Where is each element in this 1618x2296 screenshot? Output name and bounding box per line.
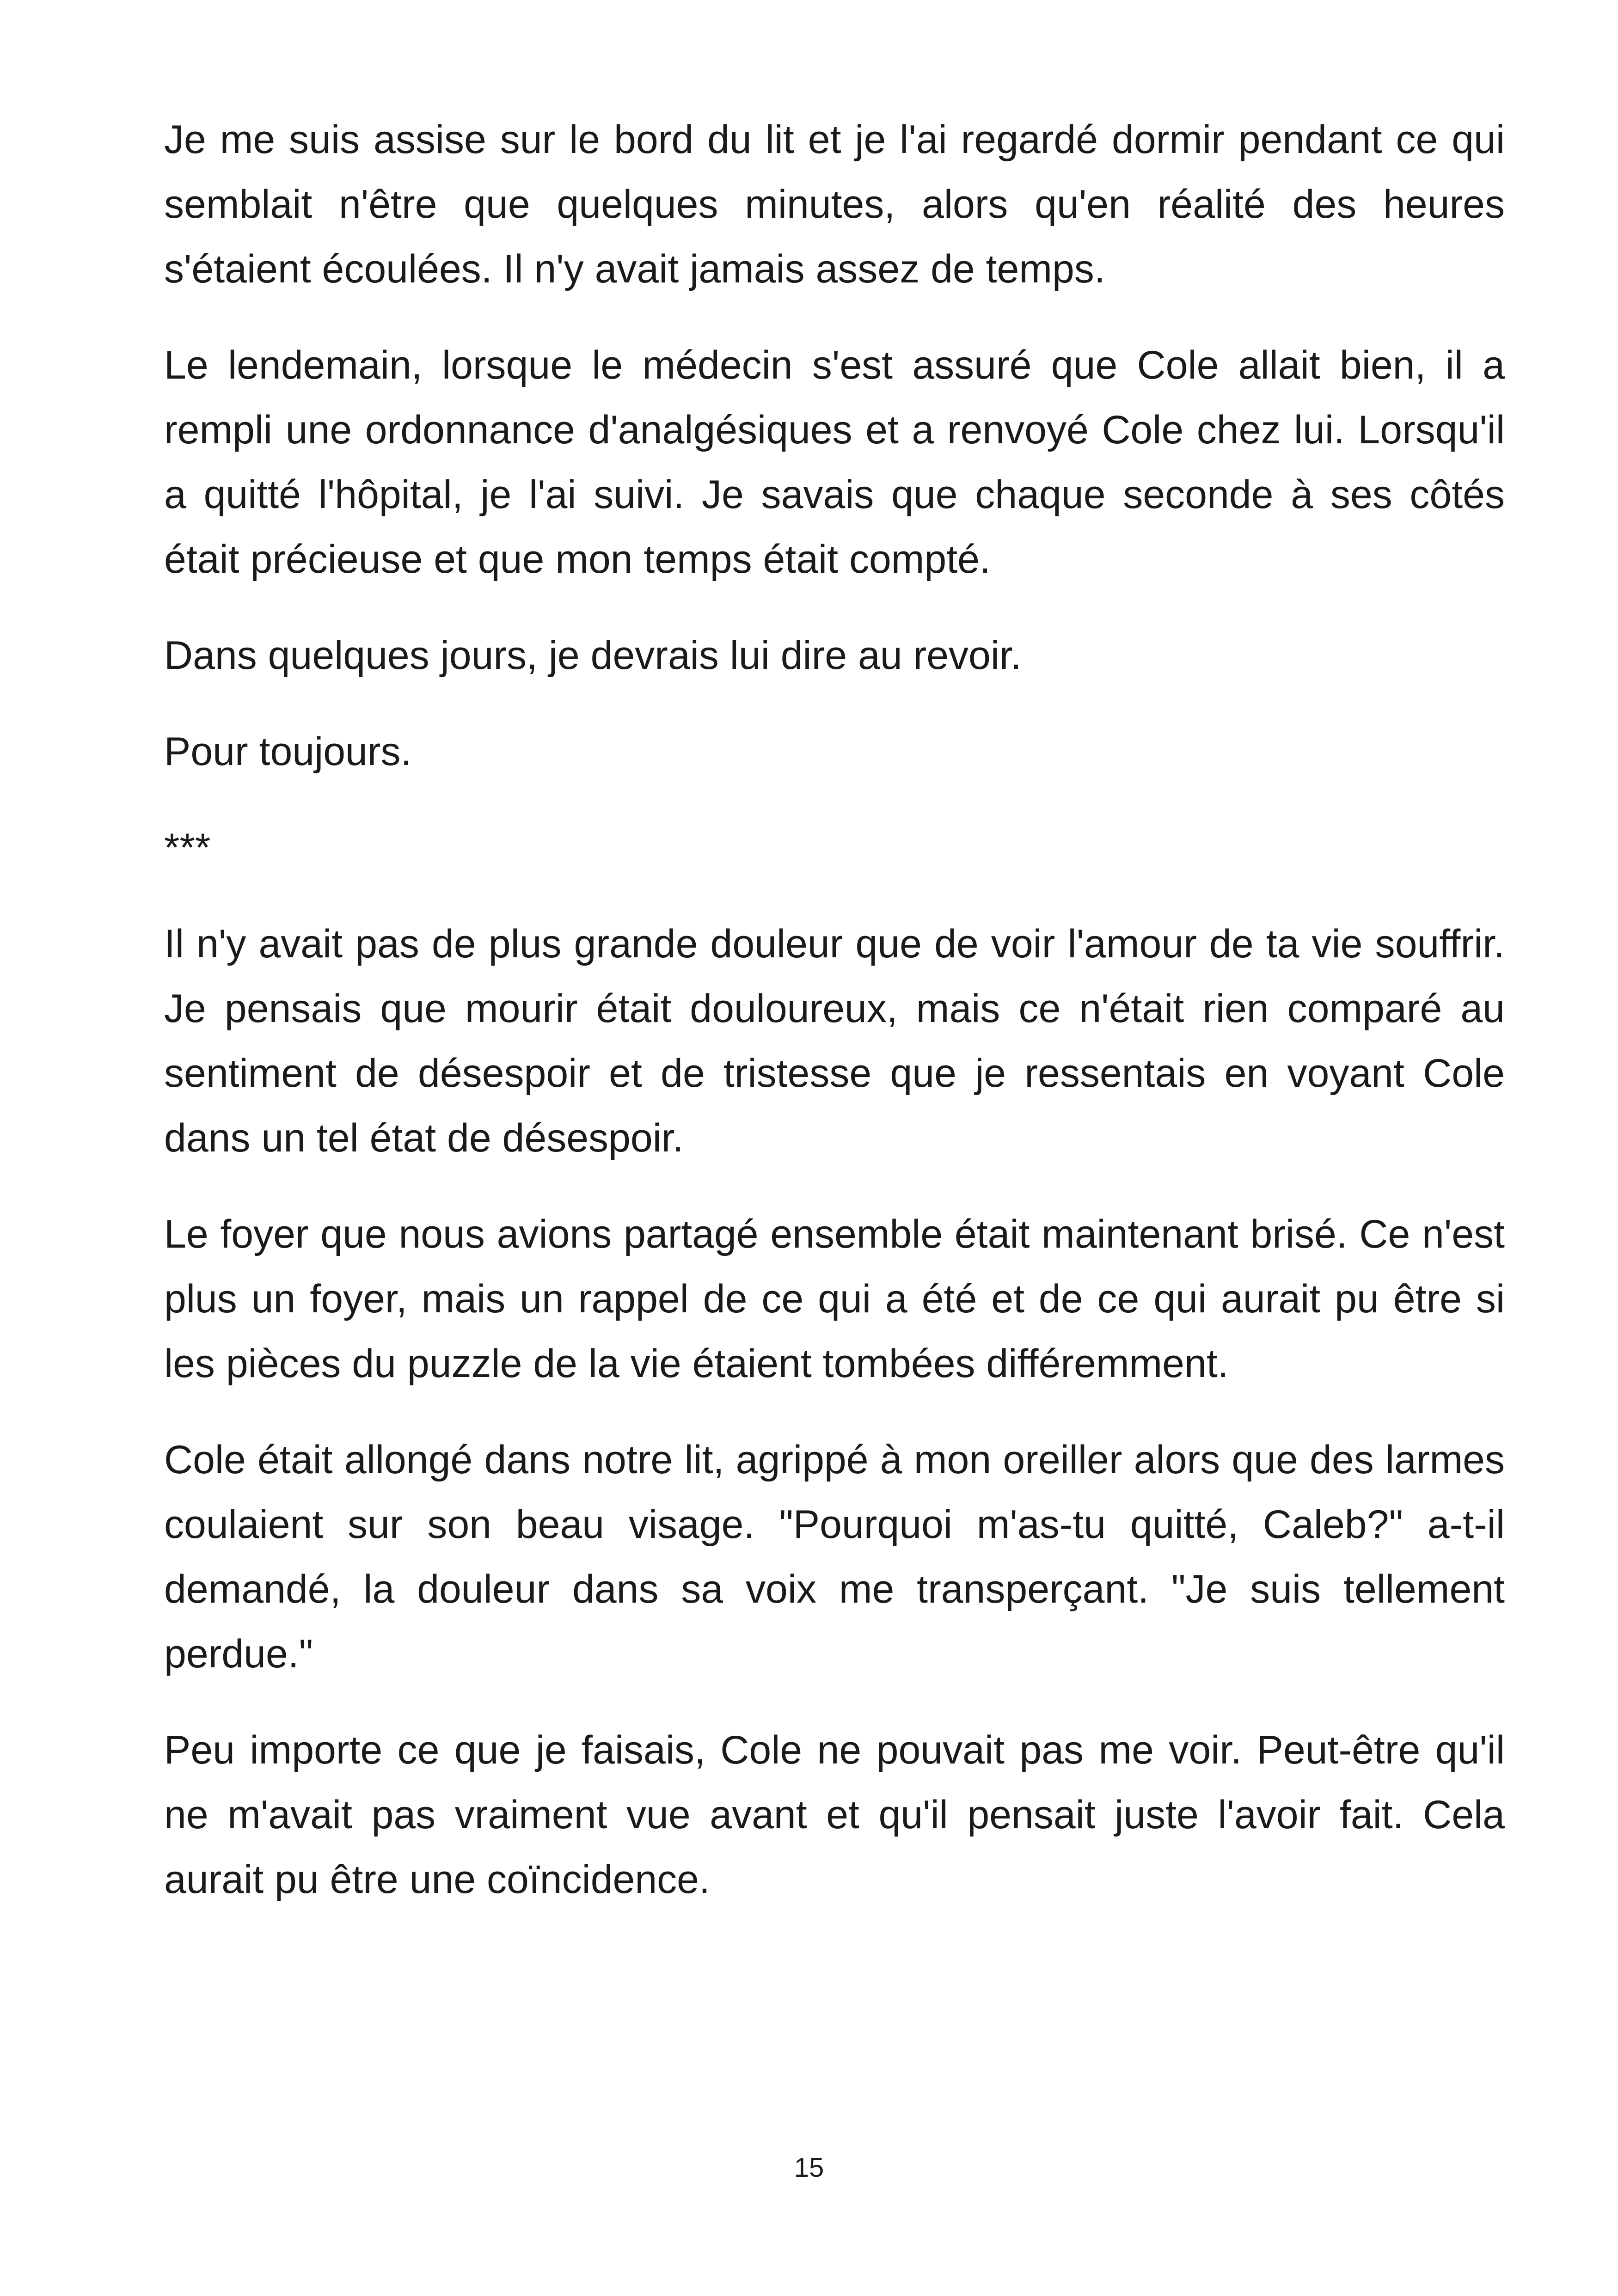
paragraph: Cole était allongé dans notre lit, agrippé à mon oreiller alors que des larmes coulaient sur son beau visage. "Pourquoi m'as-tu quitté, Caleb?" a-t-il demandé, la douleur dans sa voix me transperçant. "Je suis tellement perdue.": [164, 1438, 1505, 1676]
body-text: [164, 107, 1505, 1943]
paragraph: Le foyer que nous avions partagé ensemble était maintenant brisé. Ce n'est plus un foyer, mais un rappel de ce qui a été et de ce qui aurait pu être si les pièces du puzzle de la vie étaient tombées différemment.: [164, 1212, 1505, 1386]
page-number: 15: [794, 2153, 824, 2183]
section-break: ***: [164, 826, 211, 870]
paragraph: Il n'y avait pas de plus grande douleur que de voir l'amour de ta vie souffrir. Je pensais que mourir était douloureux, mais ce n'était rien comparé au sentiment de désespoir et de tristesse que je ressentais en voyant Cole dans un tel état de désespoir.: [164, 922, 1505, 1160]
paragraph: Peu importe ce que je faisais, Cole ne pouvait pas me voir. Peut-être qu'il ne m'avait pas vraiment vue avant et qu'il pensait juste l'avoir fait. Cela aurait pu être une coïncidence.: [164, 1728, 1505, 1902]
paragraph: Le lendemain, lorsque le médecin s'est assuré que Cole allait bien, il a rempli une ordonnance d'analgésiques et a renvoyé Cole chez lui. Lorsqu'il a quitté l'hôpital, je l'ai suivi. Je savais que chaque seconde à ses côtés était précieuse et que mon temps était compté.: [164, 343, 1505, 582]
paragraph: Dans quelques jours, je devrais lui dire au revoir.: [164, 633, 1022, 678]
paragraph: Je me suis assise sur le bord du lit et je l'ai regardé dormir pendant ce qui semblait n'être que quelques minutes, alors qu'en réalité des heures s'étaient écoulées. Il n'y avait jamais assez de temps.: [164, 117, 1505, 291]
paragraph: Pour toujours.: [164, 729, 412, 774]
